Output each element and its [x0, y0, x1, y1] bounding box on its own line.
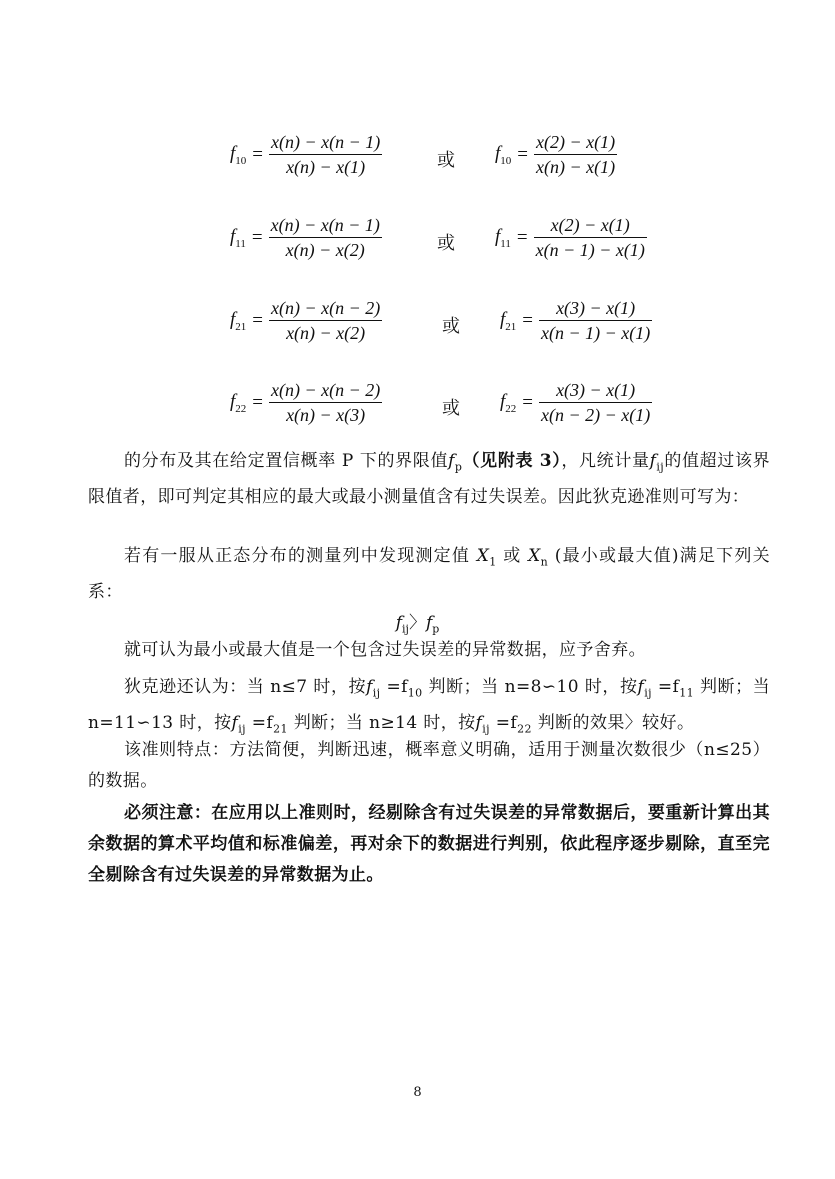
- relation-formula: $f_{ij}$〉$f_p$: [395, 613, 440, 636]
- fraction: $\frac{x(3) - x(1)}{x(n - 2) - x(1)}$: [541, 380, 651, 425]
- formula-row-f11: $f_{11}$ = $\frac{x(n) - x(n - 1)}{x(n) - x(2)}$ 或 $f_{11}$ = $\frac{x(2) - x(1)}{x(n - 1) - x(1)}$: [230, 215, 645, 260]
- or-word: 或: [437, 233, 455, 254]
- paragraph-discard: 就可认为最小或最大值是一个包含过失误差的异常数据，应予舍弃。: [124, 640, 646, 660]
- fraction: $\frac{x(2) - x(1)}{x(n) - x(1)}$: [536, 132, 616, 177]
- fraction: $\frac{x(n) - x(n - 1)}{x(n) - x(1)}$: [271, 132, 381, 177]
- formula-row-f10: $f_{10}$ = $\frac{x(n) - x(n - 1)}{x(n) - x(1)}$ 或 $f_{10}$ = $\frac{x(2) - x(1)}{x(n) - x(1)}$: [230, 132, 616, 177]
- paragraph-condition: 若有一服从正态分布的测量列中发现测定值 $X_1$ 或 $X_n$ (最小或最大值)满足下列关系：: [88, 546, 770, 603]
- fraction: $\frac{x(n) - x(n - 1)}{x(n) - x(2)}$: [270, 215, 380, 260]
- fraction: $\frac{x(3) - x(1)}{x(n - 1) - x(1)}$: [541, 298, 651, 343]
- paragraph-notice: 必须注意：在应用以上准则时，经剔除含有过失误差的异常数据后，要重新计算出其余数据的算术平均值和标准偏差，再对余下的数据进行判别，依此程序逐步剔除，直至完全剔除含有过失误差的异常数据为止。: [88, 803, 770, 885]
- formula-row-f21: $f_{21}$ = $\frac{x(n) - x(n - 2)}{x(n) - x(2)}$ 或 $f_{21}$ = $\frac{x(3) - x(1)}{x(n - 1) - x(1)}$: [230, 298, 651, 343]
- or-word: 或: [442, 316, 460, 337]
- paragraph-distribution: 的分布及其在给定置信概率 P 下的界限值$f_p$（见附表 3），凡统计量$f_{ij}$的值超过该界限值者，即可判定其相应的最大或最小测量值含有过失误差。因此狄克逊准则可写为：: [88, 451, 771, 508]
- fraction: $\frac{x(n) - x(n - 2)}{x(n) - x(3)}$: [271, 380, 381, 425]
- formula-lhs: $f_{10}$: [230, 142, 247, 167]
- or-word: 或: [437, 150, 455, 171]
- fraction: $\frac{x(2) - x(1)}{x(n - 1) - x(1)}$: [535, 215, 645, 260]
- fraction: $\frac{x(n) - x(n - 2)}{x(n) - x(2)}$: [271, 298, 381, 343]
- paragraph-features: 该准则特点：方法简便，判断迅速，概率意义明确，适用于测量次数很少（n≤25）的数据。: [88, 740, 770, 791]
- page-number: 8: [413, 1085, 422, 1100]
- or-word: 或: [442, 398, 460, 419]
- formula-row-f22: $f_{22}$ = $\frac{x(n) - x(n - 2)}{x(n) - x(3)}$ 或 $f_{22}$ = $\frac{x(3) - x(1)}{x(n - 2) - x(1)}$: [230, 380, 651, 425]
- paragraph-dixon-rule: 狄克逊还认为：当 n≤7 时，按$f_{ij} =f_{10}$ 判断；当 n=8∽10 时，按$f_{ij} =f_{11}$ 判断；当 n=11∽13 时，按$f_{ij} =f_{21}$ 判断；当 n≥14 时，按$f_{ij} =f_{22}$ 判断的效果〉较好。: [88, 677, 771, 736]
